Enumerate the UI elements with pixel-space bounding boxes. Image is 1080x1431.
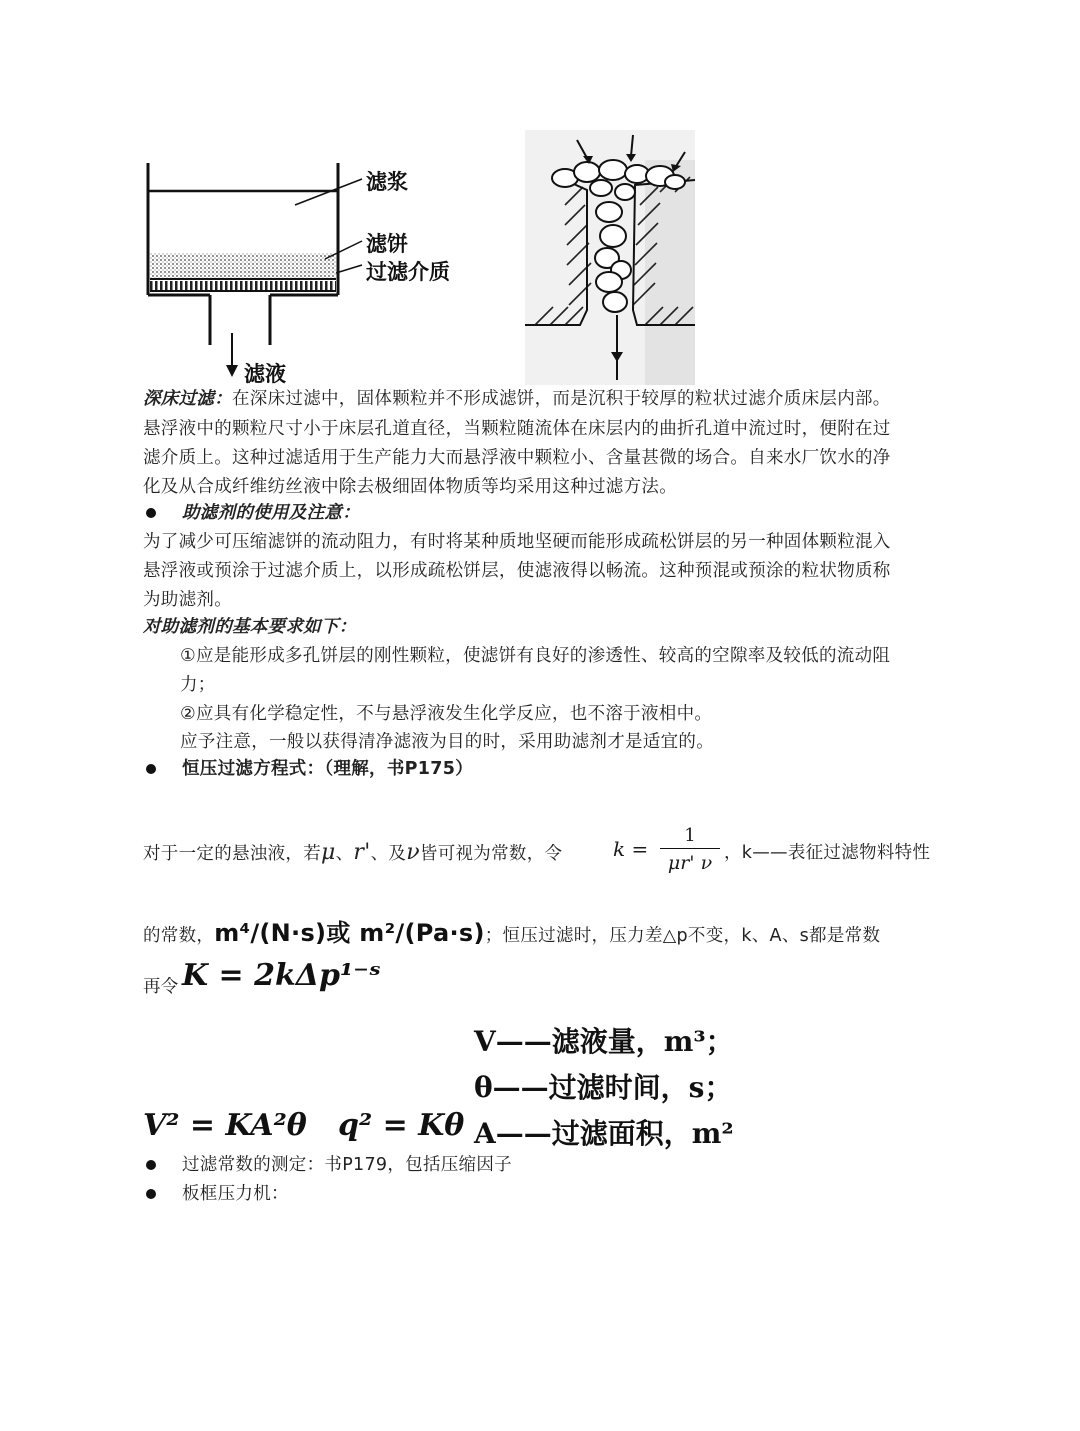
k-fraction: 1 μr' ν: [660, 824, 720, 877]
main-equation: V² = KA²θ q² = Kθ: [143, 1108, 465, 1143]
req-item-2: ②应具有化学稳定性，不与悬浮液发生化学反应，也不溶于液相中。: [180, 704, 713, 724]
filter-constants-item: 过滤常数的测定：书P179，包括压缩因子: [182, 1155, 512, 1175]
filter-aid-line-1: 为了减少可压缩滤饼的流动阻力，有时将某种质地坚硬而能形成疏松饼层的另一种固体颗粒混入: [143, 532, 891, 552]
deep-bed-line-4: 化及从合成纤维纺丝液中除去极细固体物质等均采用这种过滤方法。: [143, 477, 677, 497]
plate-frame-item: 板框压力机：: [182, 1184, 289, 1204]
const-pressure-heading: 恒压过滤方程式：（理解，书P175）: [182, 759, 474, 779]
bullet-1: [146, 508, 156, 518]
k-units: m⁴/(N·s)或 m²/(Pa·s): [214, 919, 485, 947]
filter-aid-line-3: 为助滤剂。: [143, 590, 232, 610]
legend-V: V——滤液量，m³；: [474, 1025, 734, 1058]
filter-aid-line-2: 悬浮液或预涂于过滤介质上，以形成疏松饼层，使滤液得以畅流。这种预混或预涂的粒状物质称: [143, 561, 891, 581]
label-filtrate: 滤液: [244, 362, 286, 386]
K-definition: K = 2kΔp¹⁻ˢ: [182, 958, 381, 993]
req-item-1: ①应是能形成多孔饼层的刚性颗粒，使滤饼有良好的渗透性、较高的空隙率及较低的流动阻: [180, 646, 891, 666]
label-slurry: 滤浆: [366, 170, 408, 194]
legend-theta: θ——过滤时间，s；: [474, 1071, 733, 1104]
equation-line-2: 的常数，m⁴/(N·s)或 m²/(Pa·s)；恒压过滤时，压力差△p不变，k、A、s都是常数: [143, 919, 881, 947]
filter-aid-heading: 助滤剂的使用及注意：: [182, 503, 360, 523]
deep-bed-line-3: 滤介质上。这种过滤适用于生产能力大而悬浮液中颗粒小、含量甚微的场合。自来水厂饮水的净: [143, 448, 891, 468]
bullet-2: [146, 764, 156, 774]
k-definition: k =: [613, 837, 649, 861]
bullet-4: [146, 1189, 156, 1199]
deep-bed-line-2: 悬浮液中的颗粒尺寸小于床层孔道直径，当颗粒随流体在床层内的曲折孔道中流过时，便附在过: [143, 419, 891, 439]
deep-bed-filtration-diagram: [525, 130, 695, 385]
equation-line-3: 再令: [143, 977, 179, 997]
req-item-1-cont: 力；: [180, 675, 216, 695]
equation-line-1: 对于一定的悬浊液，若μ、r'、及ν皆可视为常数，令: [143, 840, 563, 865]
deep-bed-title: 深床过滤：: [143, 389, 232, 409]
legend-A: A——过滤面积，m²: [474, 1117, 734, 1150]
deep-bed-line-1: 深床过滤：在深床过滤中，固体颗粒并不形成滤饼，而是沉积于较厚的粒状过滤介质床层内部。: [143, 389, 891, 409]
filter-aid-req-heading: 对助滤剂的基本要求如下：: [143, 617, 357, 637]
label-filter-medium: 过滤介质: [366, 260, 450, 284]
bullet-3: [146, 1160, 156, 1170]
label-filter-cake: 滤饼: [366, 232, 408, 256]
req-note: 应予注意，一般以获得清净滤液为目的时，采用助滤剂才是适宜的。: [180, 732, 714, 752]
k-description: ，k——表征过滤物料特性: [724, 843, 931, 863]
